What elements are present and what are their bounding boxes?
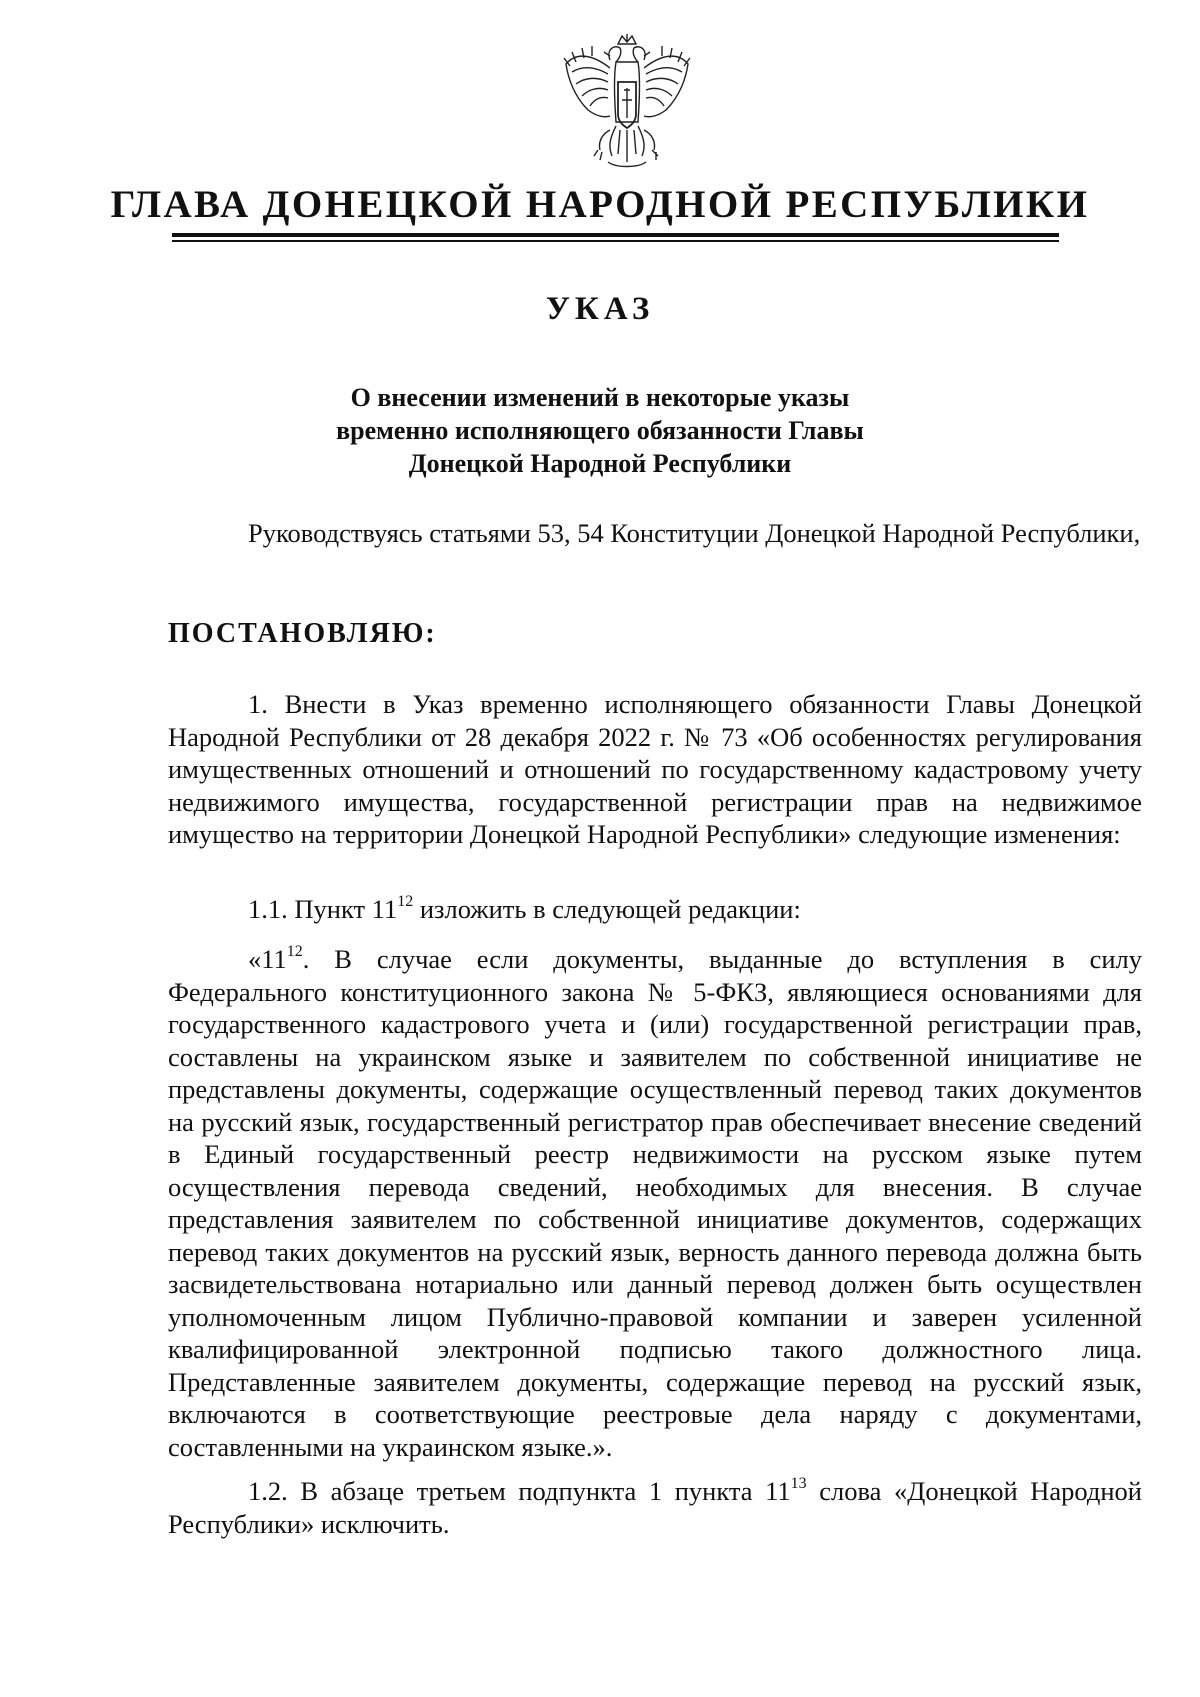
header-divider-thin [172,240,1059,242]
subject-line: временно исполняющего обязанности Главы [336,416,864,445]
quoted-new-wording-paragraph [168,943,1142,1463]
issuer-heading: ГЛАВА ДОНЕЦКОЙ НАРОДНОЙ РЕСПУБЛИКИ [110,183,1090,226]
superscript: 12 [286,943,303,960]
superscript: 12 [397,893,414,910]
coat-of-arms-icon [558,34,696,174]
decree-heading: ПОСТАНОВЛЯЮ: [168,618,437,649]
header-divider-thick [172,233,1059,237]
item-1-2-paragraph [168,1475,1142,1540]
decree-subject [0,381,1200,480]
subject-line: Донецкой Народной Республики [408,449,792,478]
item-1-1-text-end: изложить в следующей редакции: [413,894,801,924]
item-1-2-text-end: слова «Донецкой Народной Республики» исключить. [168,1476,1142,1539]
legal-basis-paragraph: Руководствуясь статьями 53, 54 Конституции Донецкой Народной Республики, [248,518,1141,548]
superscript: 13 [790,1475,807,1492]
quote-text: . В случае если документы, выданные до вступления в силу Федерального конституционного закона № 5-ФКЗ, являющиеся основаниями для государственного кадастрового учета и (или) государственной регистрации прав, составлены на украинском языке и заявителем по собственной инициативе не представлены документы, содержащие осуществленный перевод таких документов на русский язык, государственный регистратор прав обеспечивает внесение сведений в Единый государственный реестр недвижимости на русском языке путем осуществления перевода сведений, необходимых для внесения. В случае представления заявителем по собственной инициативе документов, содержащих перевод таких документов на русский язык, верность данного перевода должна быть засвидетельствована нотариально или данный перевод должен быть осуществлен уполномоченным лицом Публично-правовой компании и заверен усиленной квалифицированной электронной подписью такого должностного лица. Представленные заявителем документы, содержащие перевод на русский язык, включаются в соответствующие реестровые дела наряду с документами, составленными на украинском языке.». [168,944,1142,1462]
subject-line: О внесении изменений в некоторые указы [350,383,850,412]
item-1-1-text: 1.1. Пункт 11 [248,894,398,924]
item-1-1-paragraph [168,893,1142,926]
item-1-2-text: 1.2. В абзаце третьем подпункта 1 пункта 11 [248,1476,791,1506]
document-type-title: УКАЗ [545,291,655,327]
quote-open: «11 [248,944,287,974]
item-1-paragraph: 1. Внести в Указ временно исполняющего обязанности Главы Донецкой Народной Республики от 28 декабря 2022 г. № 73 «Об особенностях регулирования имущественных отношений и отношений по государственному кадастровому учету недвижимого имущества, государственной регистрации прав на недвижимое имущество на территории Донецкой Народной Республики» следующие изменения: [168,689,1142,849]
